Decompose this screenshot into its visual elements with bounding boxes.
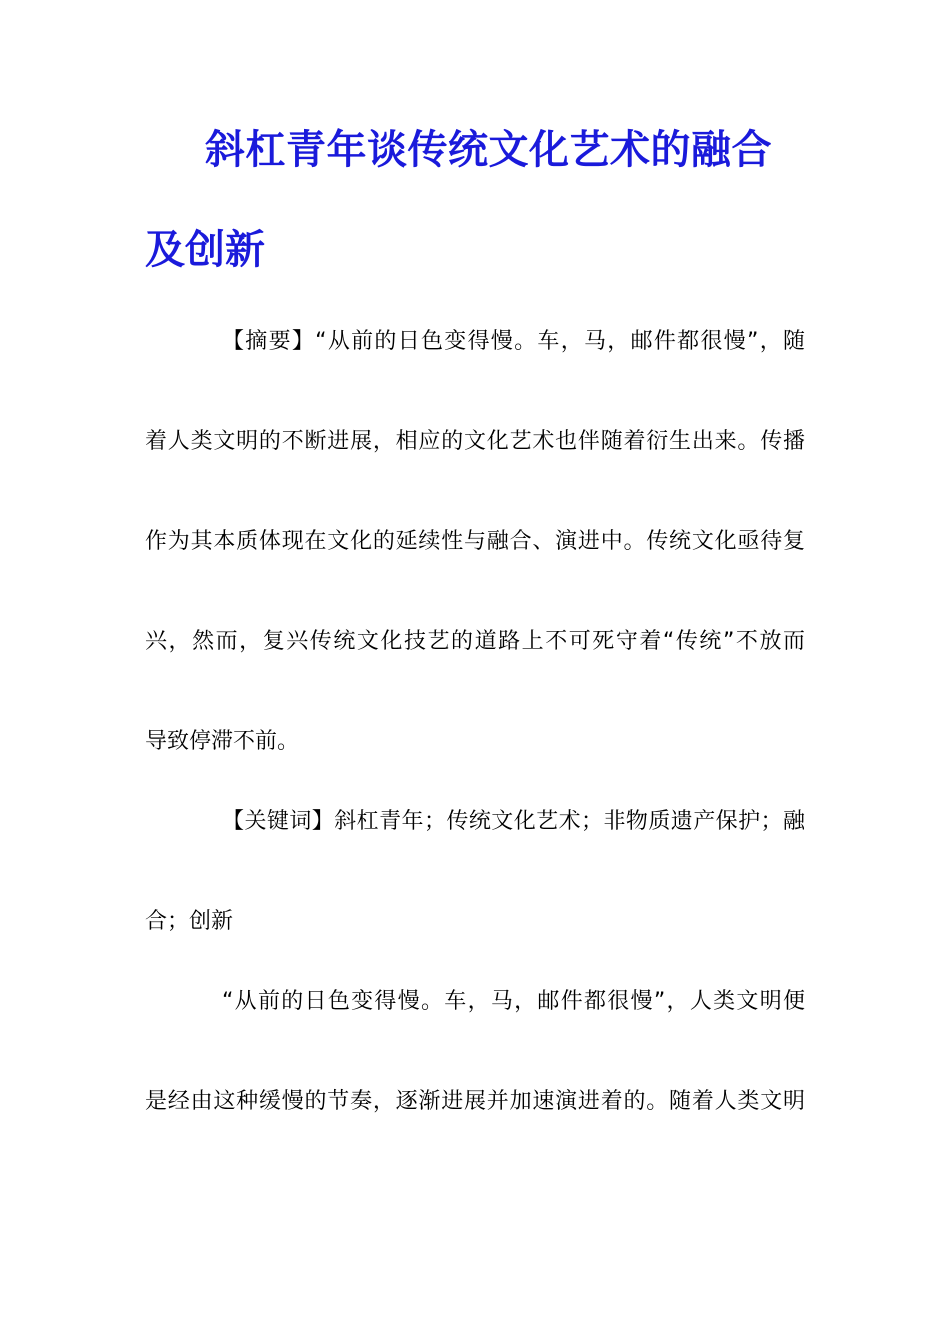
document-title-line-2: 及创新 xyxy=(145,227,265,273)
document-title-line-1: 斜杠青年谈传统文化艺术的融合 xyxy=(205,127,772,173)
abstract-line-1: 【摘要】“从前的日色变得慢。车，马，邮件都很慢”，随 xyxy=(222,329,805,354)
body-line-2: 是经由这种缓慢的节奏，逐渐进展并加速演进着的。随着人类文明 xyxy=(145,1089,805,1114)
abstract-line-4: 兴，然而，复兴传统文化技艺的道路上不可死守着“传统”不放而 xyxy=(145,629,805,654)
abstract-line-3: 作为其本质体现在文化的延续性与融合、演进中。传统文化亟待复 xyxy=(145,529,805,554)
body-line-1: “从前的日色变得慢。车，马，邮件都很慢”，人类文明便 xyxy=(222,989,805,1014)
abstract-line-2: 着人类文明的不断进展，相应的文化艺术也伴随着衍生出来。传播 xyxy=(145,429,805,454)
keywords-line-1: 【关键词】斜杠青年；传统文化艺术；非物质遗产保护；融 xyxy=(222,809,805,834)
abstract-line-5: 导致停滞不前。 xyxy=(145,729,300,754)
keywords-line-2: 合；创新 xyxy=(145,909,234,934)
